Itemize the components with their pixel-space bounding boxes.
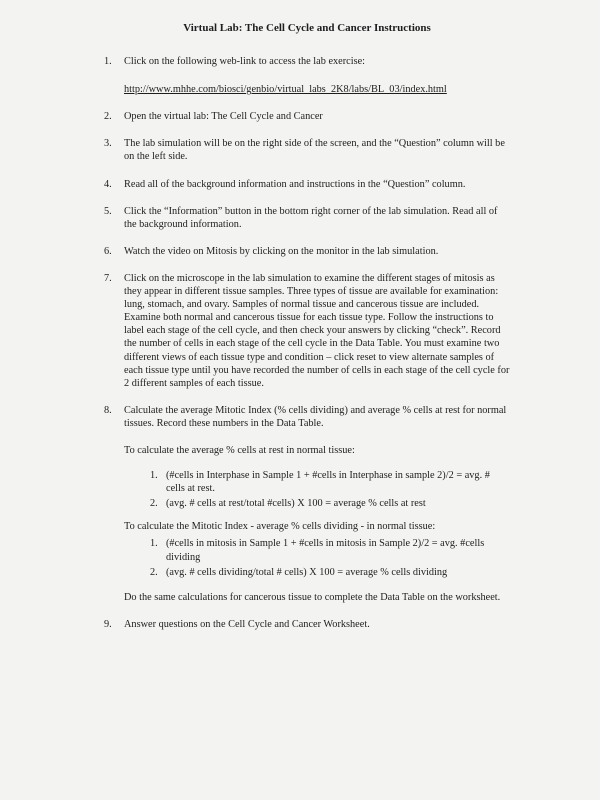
list-item-step-3: [104, 137, 510, 163]
list-item-step-9: [104, 618, 510, 631]
step-number: 4.: [104, 178, 112, 190]
mitotic-index-intro: To calculate the Mitotic Index - average % cells dividing - in normal tissue:: [124, 521, 436, 533]
step-text: Answer questions on the Cell Cycle and Cancer Worksheet.: [124, 618, 370, 630]
substep-text: (#cells in Interphase in Sample 1 + #cells in Interphase in sample 2)/2 = avg. # cells at rest.: [166, 470, 490, 495]
step-number: 5.: [104, 205, 112, 217]
step-text: The lab simulation will be on the right side of the screen, and the “Question” column will be on the left side.: [124, 138, 505, 163]
step-number: 9.: [104, 618, 112, 630]
list-item-step-8: [104, 404, 510, 604]
list-item: [144, 566, 510, 579]
substep-number: 1.: [150, 538, 158, 550]
step-number: 2.: [104, 111, 112, 123]
closing-instruction: Do the same calculations for cancerous tissue to complete the Data Table on the worksheet.: [124, 591, 501, 603]
step-number: 8.: [104, 404, 112, 416]
step-number: 1.: [104, 56, 112, 68]
page-title: Virtual Lab: The Cell Cycle and Cancer Instructions: [183, 22, 431, 34]
step-number: 3.: [104, 138, 112, 150]
list-item-step-1: [104, 55, 510, 96]
list-item: [144, 537, 510, 563]
substep-number: 2.: [150, 498, 158, 510]
substep-number: 2.: [150, 566, 158, 578]
substep-text: (#cells in mitosis in Sample 1 + #cells in mitosis in Sample 2)/2 = avg. #cells dividing: [166, 538, 485, 563]
list-item-step-5: [104, 205, 510, 231]
substep-text: (avg. # cells at rest/total #cells) X 100 = average % cells at rest: [166, 498, 426, 510]
rest-calculation-intro: To calculate the average % cells at rest in normal tissue:: [124, 444, 355, 456]
list-item-step-6: [104, 245, 510, 258]
lab-web-link[interactable]: http://www.mhhe.com/biosci/genbio/virtual_labs_2K8/labs/BL_03/index.html: [124, 84, 447, 96]
substep-number: 1.: [150, 470, 158, 482]
step-text: Read all of the background information and instructions in the “Question” column.: [124, 178, 466, 190]
substep-text: (avg. # cells dividing/total # cells) X 100 = average % cells dividing: [166, 566, 448, 578]
list-item: [144, 469, 510, 495]
rest-calculation-list: [124, 469, 510, 510]
list-item-step-7: [104, 272, 510, 390]
list-item-step-4: [104, 178, 510, 191]
step-number: 7.: [104, 272, 112, 284]
step-text: Watch the video on Mitosis by clicking on the monitor in the lab simulation.: [124, 245, 439, 257]
step-text: Click on the microscope in the lab simulation to examine the different stages of mitosis as they appear in different tissue samples. Three types of tissue are available for examination: lung, stomach, and ovary. Samples of normal tissue and cancerous tissue are included. Examine both normal and cancerous tissue for each tissue type. Follow the instructions to label each stage of the cell cycle, and then check your answers by clicking “check”. Record the number of cells in each stage of the cell cycle in the Data Table. You must examine two different views of each tissue type and condition – click reset to view alternate samples of each tissue type until you have recorded the number of cells in each stage of the cell cycle for 2 different samples of each tissue.: [124, 272, 510, 389]
step-text: Calculate the average Mitotic Index (% cells dividing) and average % cells at rest for normal tissues. Record these numbers in the Data Table.: [124, 404, 507, 429]
step-text: Click the “Information” button in the bottom right corner of the lab simulation. Read all of the background information.: [124, 205, 498, 230]
list-item-step-2: [104, 110, 510, 123]
step-text: Open the virtual lab: The Cell Cycle and Cancer: [124, 111, 323, 123]
mitotic-index-list: [124, 537, 510, 578]
step-number: 6.: [104, 245, 112, 257]
step-text: Click on the following web-link to access the lab exercise:: [124, 56, 366, 68]
list-item: [144, 497, 510, 510]
instruction-list: [104, 55, 510, 631]
